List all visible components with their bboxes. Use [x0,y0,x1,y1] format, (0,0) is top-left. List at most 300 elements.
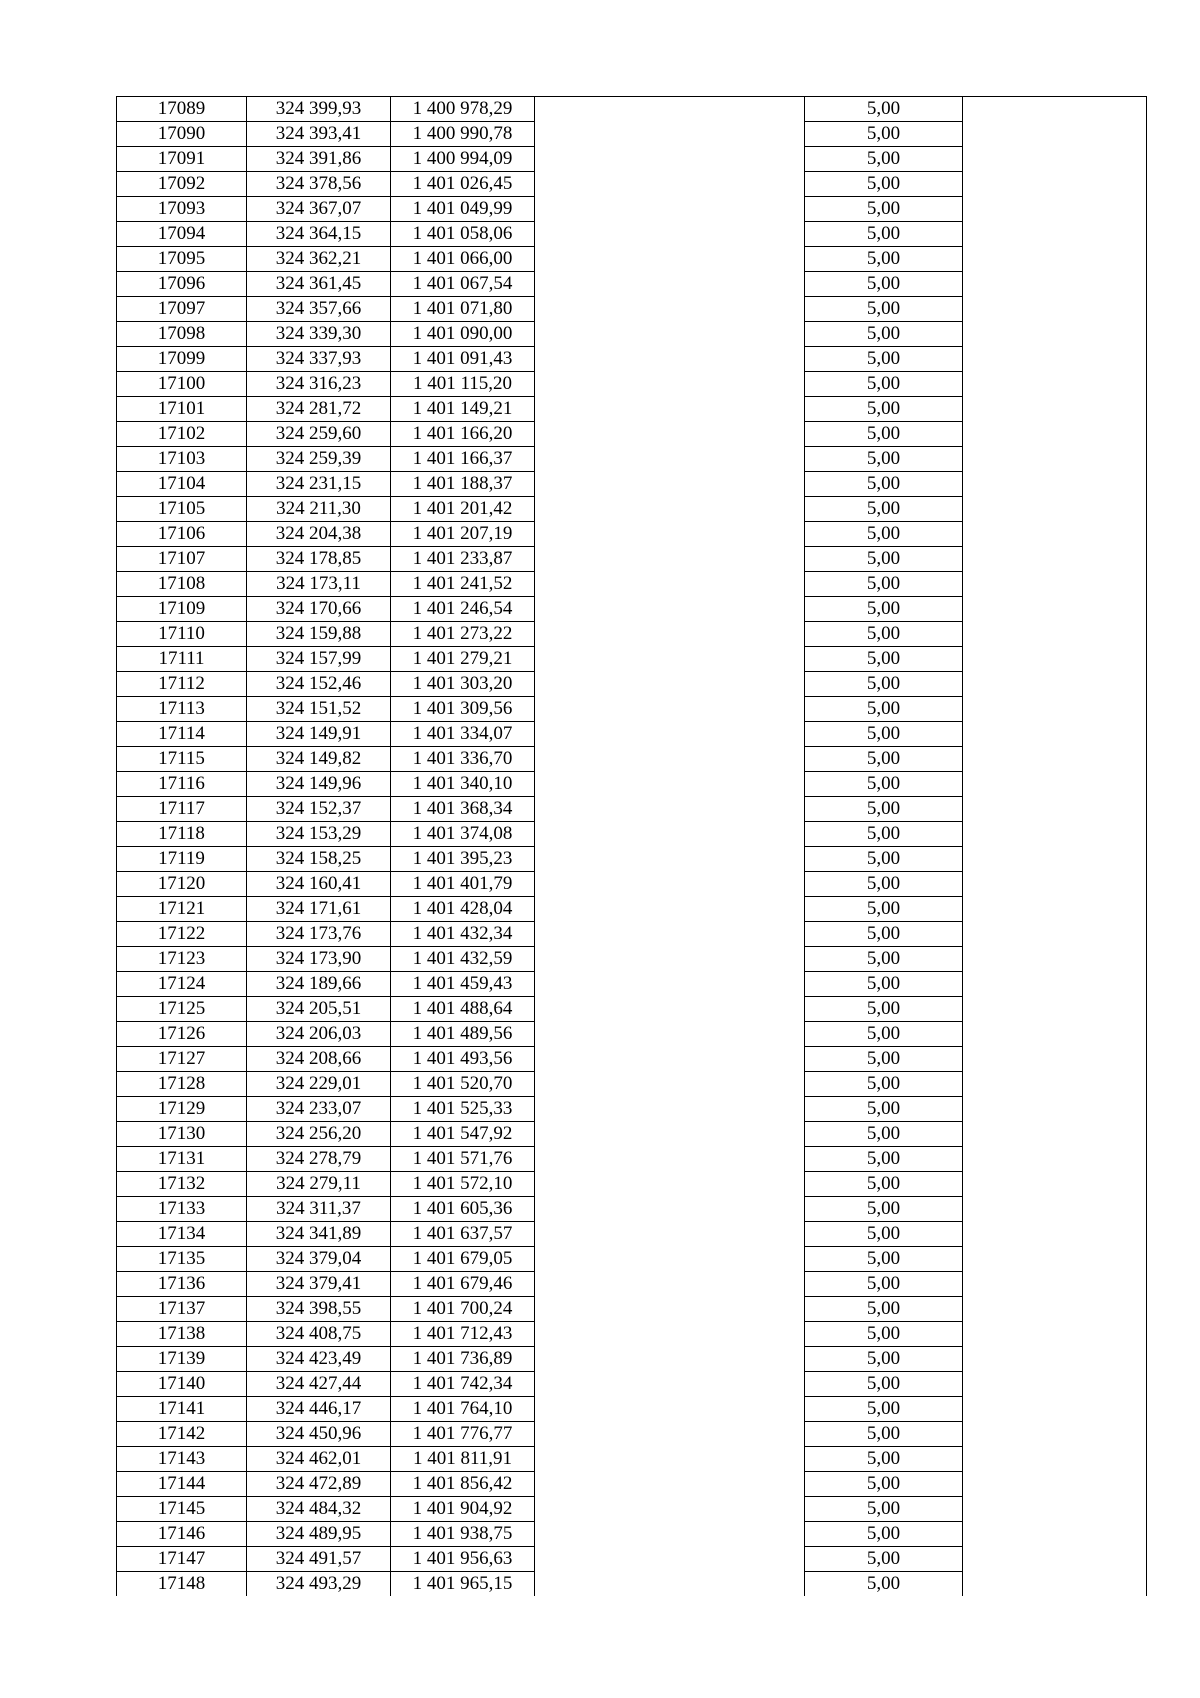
table-row [117,1197,1147,1222]
y-coordinate-cell: 1 401 233,87 [391,547,535,572]
y-coordinate-cell: 1 401 520,70 [391,1072,535,1097]
blank-cell [963,97,1147,122]
value-cell: 5,00 [805,97,963,122]
blank-cell [535,622,805,647]
table-row [117,1072,1147,1097]
blank-cell [963,972,1147,997]
x-coordinate-cell: 324 367,07 [247,197,391,222]
x-coordinate-cell: 324 316,23 [247,372,391,397]
blank-cell [963,1097,1147,1122]
x-coordinate-cell: 324 493,29 [247,1572,391,1597]
point-number-cell: 17109 [117,597,247,622]
blank-cell [963,772,1147,797]
blank-cell [963,547,1147,572]
y-coordinate-cell: 1 401 637,57 [391,1222,535,1247]
y-coordinate-cell: 1 401 395,23 [391,847,535,872]
table-row [117,897,1147,922]
value-cell: 5,00 [805,322,963,347]
y-coordinate-cell: 1 401 428,04 [391,897,535,922]
y-coordinate-cell: 1 401 736,89 [391,1347,535,1372]
value-cell: 5,00 [805,622,963,647]
x-coordinate-cell: 324 379,41 [247,1272,391,1297]
table-row [117,222,1147,247]
x-coordinate-cell: 324 462,01 [247,1447,391,1472]
table-row [117,622,1147,647]
point-number-cell: 17148 [117,1572,247,1597]
point-number-cell: 17104 [117,472,247,497]
table-row [117,797,1147,822]
x-coordinate-cell: 324 391,86 [247,147,391,172]
blank-cell [535,822,805,847]
blank-cell [535,1397,805,1422]
value-cell: 5,00 [805,397,963,422]
blank-cell [535,272,805,297]
table-row [117,947,1147,972]
blank-cell [535,997,805,1022]
x-coordinate-cell: 324 160,41 [247,872,391,897]
y-coordinate-cell: 1 401 742,34 [391,1372,535,1397]
x-coordinate-cell: 324 281,72 [247,397,391,422]
value-cell: 5,00 [805,897,963,922]
point-number-cell: 17136 [117,1272,247,1297]
x-coordinate-cell: 324 153,29 [247,822,391,847]
point-number-cell: 17102 [117,422,247,447]
blank-cell [963,372,1147,397]
blank-cell [963,622,1147,647]
blank-cell [535,1247,805,1272]
point-number-cell: 17114 [117,722,247,747]
blank-cell [535,1097,805,1122]
x-coordinate-cell: 324 450,96 [247,1422,391,1447]
blank-cell [535,197,805,222]
blank-cell [535,322,805,347]
blank-cell [963,597,1147,622]
table-row [117,122,1147,147]
value-cell: 5,00 [805,647,963,672]
x-coordinate-cell: 324 279,11 [247,1172,391,1197]
point-number-cell: 17110 [117,622,247,647]
blank-cell [963,1147,1147,1172]
table-row [117,997,1147,1022]
blank-cell [963,1197,1147,1222]
y-coordinate-cell: 1 401 401,79 [391,872,535,897]
y-coordinate-cell: 1 401 965,15 [391,1572,535,1597]
x-coordinate-cell: 324 189,66 [247,972,391,997]
x-coordinate-cell: 324 393,41 [247,122,391,147]
table-row [117,1247,1147,1272]
blank-cell [535,522,805,547]
table-row [117,1572,1147,1597]
table-row [117,1422,1147,1447]
x-coordinate-cell: 324 173,76 [247,922,391,947]
blank-cell [535,1547,805,1572]
blank-cell [963,1072,1147,1097]
blank-cell [535,1372,805,1397]
y-coordinate-cell: 1 401 303,20 [391,672,535,697]
blank-cell [963,797,1147,822]
value-cell: 5,00 [805,847,963,872]
blank-cell [535,1347,805,1372]
value-cell: 5,00 [805,1322,963,1347]
table-row [117,1047,1147,1072]
blank-cell [963,1297,1147,1322]
x-coordinate-cell: 324 171,61 [247,897,391,922]
y-coordinate-cell: 1 401 811,91 [391,1447,535,1472]
point-number-cell: 17145 [117,1497,247,1522]
x-coordinate-cell: 324 178,85 [247,547,391,572]
blank-cell [535,547,805,572]
point-number-cell: 17100 [117,372,247,397]
value-cell: 5,00 [805,347,963,372]
value-cell: 5,00 [805,722,963,747]
table-row [117,522,1147,547]
point-number-cell: 17098 [117,322,247,347]
y-coordinate-cell: 1 401 207,19 [391,522,535,547]
point-number-cell: 17140 [117,1372,247,1397]
point-number-cell: 17122 [117,922,247,947]
y-coordinate-cell: 1 401 340,10 [391,772,535,797]
y-coordinate-cell: 1 401 066,00 [391,247,535,272]
y-coordinate-cell: 1 400 990,78 [391,122,535,147]
x-coordinate-cell: 324 399,93 [247,97,391,122]
blank-cell [535,1447,805,1472]
y-coordinate-cell: 1 401 938,75 [391,1522,535,1547]
blank-cell [963,997,1147,1022]
blank-cell [963,1222,1147,1247]
x-coordinate-cell: 324 357,66 [247,297,391,322]
table-row [117,297,1147,322]
table-row [117,822,1147,847]
x-coordinate-cell: 324 208,66 [247,1047,391,1072]
table-row [117,672,1147,697]
blank-cell [535,1122,805,1147]
x-coordinate-cell: 324 337,93 [247,347,391,372]
blank-cell [535,472,805,497]
blank-cell [535,1172,805,1197]
point-number-cell: 17135 [117,1247,247,1272]
x-coordinate-cell: 324 256,20 [247,1122,391,1147]
y-coordinate-cell: 1 401 273,22 [391,622,535,647]
table-row [117,972,1147,997]
table-row [117,347,1147,372]
blank-cell [535,747,805,772]
blank-cell [535,872,805,897]
blank-cell [963,922,1147,947]
blank-cell [963,472,1147,497]
blank-cell [963,1397,1147,1422]
table-row [117,322,1147,347]
blank-cell [963,347,1147,372]
value-cell: 5,00 [805,1572,963,1597]
point-number-cell: 17125 [117,997,247,1022]
table-row [117,197,1147,222]
blank-cell [963,1547,1147,1572]
point-number-cell: 17124 [117,972,247,997]
y-coordinate-cell: 1 401 712,43 [391,1322,535,1347]
blank-cell [535,1197,805,1222]
x-coordinate-cell: 324 231,15 [247,472,391,497]
table-row [117,647,1147,672]
point-number-cell: 17130 [117,1122,247,1147]
value-cell: 5,00 [805,1172,963,1197]
table-row [117,1522,1147,1547]
x-coordinate-cell: 324 233,07 [247,1097,391,1122]
blank-cell [963,322,1147,347]
point-number-cell: 17107 [117,547,247,572]
y-coordinate-cell: 1 401 166,20 [391,422,535,447]
x-coordinate-cell: 324 278,79 [247,1147,391,1172]
blank-cell [535,897,805,922]
blank-cell [535,972,805,997]
blank-cell [963,272,1147,297]
table-row [117,722,1147,747]
point-number-cell: 17138 [117,1322,247,1347]
table-row [117,272,1147,297]
value-cell: 5,00 [805,1122,963,1147]
blank-cell [535,1472,805,1497]
table-row [117,1372,1147,1397]
x-coordinate-cell: 324 149,91 [247,722,391,747]
point-number-cell: 17093 [117,197,247,222]
value-cell: 5,00 [805,247,963,272]
blank-cell [535,247,805,272]
blank-cell [963,947,1147,972]
y-coordinate-cell: 1 401 572,10 [391,1172,535,1197]
value-cell: 5,00 [805,1397,963,1422]
y-coordinate-cell: 1 401 334,07 [391,722,535,747]
blank-cell [535,1522,805,1547]
table-row [117,747,1147,772]
table-row [117,372,1147,397]
point-number-cell: 17123 [117,947,247,972]
blank-cell [963,1247,1147,1272]
blank-cell [963,1522,1147,1547]
table-row [117,872,1147,897]
table-row [117,572,1147,597]
blank-cell [963,222,1147,247]
y-coordinate-cell: 1 401 776,77 [391,1422,535,1447]
point-number-cell: 17111 [117,647,247,672]
table-row [117,472,1147,497]
table-row [117,422,1147,447]
point-number-cell: 17101 [117,397,247,422]
value-cell: 5,00 [805,1522,963,1547]
x-coordinate-cell: 324 211,30 [247,497,391,522]
point-number-cell: 17119 [117,847,247,872]
y-coordinate-cell: 1 401 166,37 [391,447,535,472]
blank-cell [535,147,805,172]
x-coordinate-cell: 324 173,90 [247,947,391,972]
blank-cell [963,1572,1147,1597]
y-coordinate-cell: 1 401 764,10 [391,1397,535,1422]
blank-cell [963,1322,1147,1347]
x-coordinate-cell: 324 173,11 [247,572,391,597]
value-cell: 5,00 [805,297,963,322]
x-coordinate-cell: 324 489,95 [247,1522,391,1547]
blank-cell [963,822,1147,847]
y-coordinate-cell: 1 401 525,33 [391,1097,535,1122]
table-row [117,97,1147,122]
point-number-cell: 17117 [117,797,247,822]
y-coordinate-cell: 1 401 432,34 [391,922,535,947]
table-row [117,1172,1147,1197]
table-row [117,1022,1147,1047]
y-coordinate-cell: 1 401 679,05 [391,1247,535,1272]
table-row [117,1222,1147,1247]
blank-cell [963,722,1147,747]
y-coordinate-cell: 1 401 279,21 [391,647,535,672]
blank-cell [963,497,1147,522]
point-number-cell: 17095 [117,247,247,272]
y-coordinate-cell: 1 401 605,36 [391,1197,535,1222]
x-coordinate-cell: 324 259,60 [247,422,391,447]
value-cell: 5,00 [805,447,963,472]
x-coordinate-cell: 324 362,21 [247,247,391,272]
blank-cell [963,1272,1147,1297]
blank-cell [963,422,1147,447]
blank-cell [535,422,805,447]
y-coordinate-cell: 1 401 067,54 [391,272,535,297]
x-coordinate-cell: 324 259,39 [247,447,391,472]
blank-cell [963,247,1147,272]
value-cell: 5,00 [805,1422,963,1447]
blank-cell [535,372,805,397]
value-cell: 5,00 [805,1072,963,1097]
x-coordinate-cell: 324 408,75 [247,1322,391,1347]
blank-cell [535,647,805,672]
blank-cell [535,1497,805,1522]
table-row [117,772,1147,797]
y-coordinate-cell: 1 401 115,20 [391,372,535,397]
value-cell: 5,00 [805,597,963,622]
value-cell: 5,00 [805,272,963,297]
y-coordinate-cell: 1 401 091,43 [391,347,535,372]
x-coordinate-cell: 324 170,66 [247,597,391,622]
value-cell: 5,00 [805,1547,963,1572]
blank-cell [535,697,805,722]
point-number-cell: 17113 [117,697,247,722]
blank-cell [535,1297,805,1322]
point-number-cell: 17142 [117,1422,247,1447]
blank-cell [535,1047,805,1072]
point-number-cell: 17090 [117,122,247,147]
blank-cell [963,1022,1147,1047]
y-coordinate-cell: 1 401 493,56 [391,1047,535,1072]
blank-cell [963,297,1147,322]
point-number-cell: 17096 [117,272,247,297]
blank-cell [963,522,1147,547]
value-cell: 5,00 [805,1297,963,1322]
point-number-cell: 17147 [117,1547,247,1572]
value-cell: 5,00 [805,222,963,247]
y-coordinate-cell: 1 401 459,43 [391,972,535,997]
x-coordinate-cell: 324 157,99 [247,647,391,672]
table-row [117,847,1147,872]
point-number-cell: 17091 [117,147,247,172]
point-number-cell: 17129 [117,1097,247,1122]
blank-cell [535,772,805,797]
table-row [117,1447,1147,1472]
point-number-cell: 17127 [117,1047,247,1072]
value-cell: 5,00 [805,972,963,997]
value-cell: 5,00 [805,822,963,847]
blank-cell [535,1272,805,1297]
blank-cell [963,897,1147,922]
x-coordinate-cell: 324 423,49 [247,1347,391,1372]
table-row [117,922,1147,947]
table-row [117,1347,1147,1372]
y-coordinate-cell: 1 401 856,42 [391,1472,535,1497]
x-coordinate-cell: 324 379,04 [247,1247,391,1272]
x-coordinate-cell: 324 484,32 [247,1497,391,1522]
point-number-cell: 17094 [117,222,247,247]
value-cell: 5,00 [805,197,963,222]
value-cell: 5,00 [805,997,963,1022]
point-number-cell: 17144 [117,1472,247,1497]
value-cell: 5,00 [805,947,963,972]
x-coordinate-cell: 324 159,88 [247,622,391,647]
blank-cell [963,1047,1147,1072]
y-coordinate-cell: 1 401 904,92 [391,1497,535,1522]
x-coordinate-cell: 324 205,51 [247,997,391,1022]
point-number-cell: 17116 [117,772,247,797]
table-row [117,1122,1147,1147]
value-cell: 5,00 [805,497,963,522]
y-coordinate-cell: 1 401 700,24 [391,1297,535,1322]
x-coordinate-cell: 324 378,56 [247,172,391,197]
blank-cell [963,697,1147,722]
table-row [117,172,1147,197]
point-number-cell: 17092 [117,172,247,197]
blank-cell [963,647,1147,672]
x-coordinate-cell: 324 472,89 [247,1472,391,1497]
x-coordinate-cell: 324 361,45 [247,272,391,297]
value-cell: 5,00 [805,1472,963,1497]
point-number-cell: 17134 [117,1222,247,1247]
point-number-cell: 17120 [117,872,247,897]
x-coordinate-cell: 324 364,15 [247,222,391,247]
blank-cell [535,497,805,522]
value-cell: 5,00 [805,547,963,572]
blank-cell [535,672,805,697]
table-row [117,697,1147,722]
y-coordinate-cell: 1 400 994,09 [391,147,535,172]
table-row [117,447,1147,472]
blank-cell [535,922,805,947]
point-number-cell: 17141 [117,1397,247,1422]
y-coordinate-cell: 1 401 149,21 [391,397,535,422]
point-number-cell: 17131 [117,1147,247,1172]
value-cell: 5,00 [805,1047,963,1072]
blank-cell [963,147,1147,172]
blank-cell [535,597,805,622]
point-number-cell: 17121 [117,897,247,922]
y-coordinate-cell: 1 401 188,37 [391,472,535,497]
blank-cell [963,1422,1147,1447]
blank-cell [535,1222,805,1247]
value-cell: 5,00 [805,1497,963,1522]
value-cell: 5,00 [805,122,963,147]
blank-cell [535,1072,805,1097]
y-coordinate-cell: 1 401 547,92 [391,1122,535,1147]
blank-cell [963,872,1147,897]
y-coordinate-cell: 1 401 058,06 [391,222,535,247]
blank-cell [535,297,805,322]
point-number-cell: 17089 [117,97,247,122]
blank-cell [535,1147,805,1172]
blank-cell [535,122,805,147]
x-coordinate-cell: 324 446,17 [247,1397,391,1422]
